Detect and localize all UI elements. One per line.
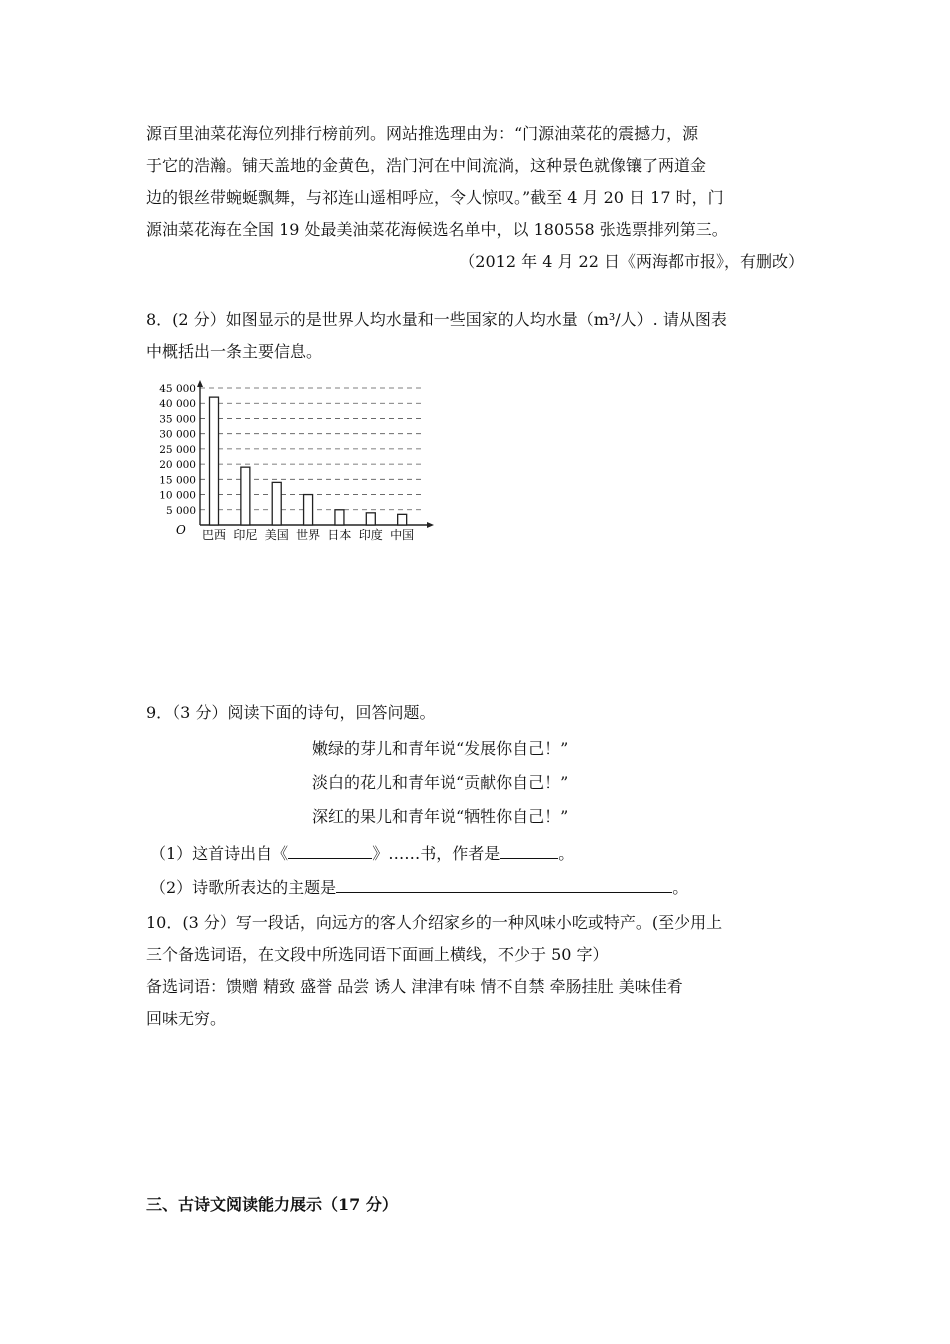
x-tick-label: 日本 — [327, 528, 352, 542]
bar — [335, 510, 344, 525]
origin-label: O — [176, 523, 186, 537]
y-axis-arrow — [197, 380, 203, 387]
y-tick-label: 20 000 — [159, 459, 196, 472]
sub1-text-a: （1）这首诗出自《 — [150, 844, 289, 863]
sub2-text-a: （2）诗歌所表达的主题是 — [150, 878, 337, 897]
y-tick-label: 25 000 — [159, 443, 196, 456]
chart-grid — [200, 388, 424, 510]
poem-line: 深红的果儿和青年说“牺牲你自己！” — [312, 807, 569, 826]
bar-series — [210, 397, 407, 525]
question-10-line: 备选词语：馈赠 精致 盛誉 品尝 诱人 津津有味 情不自禁 牵肠挂肚 美味佳肴 — [146, 977, 683, 996]
bar — [304, 495, 313, 525]
book-title-blank[interactable] — [288, 842, 372, 859]
x-tick-label: 世界 — [296, 528, 321, 542]
y-tick-label: 40 000 — [159, 398, 196, 411]
question-10-line: 回味无穷。 — [146, 1009, 227, 1028]
y-tick-label: 30 000 — [159, 428, 196, 441]
bar — [366, 513, 375, 525]
poem-line: 嫩绿的芽儿和青年说“发展你自己！” — [312, 739, 569, 758]
section-3-title: 三、古诗文阅读能力展示（17 分） — [146, 1195, 398, 1214]
bar — [241, 467, 250, 525]
x-axis-arrow — [427, 522, 434, 528]
y-tick-label: 10 000 — [159, 489, 196, 502]
y-tick-label: 45 000 — [159, 383, 196, 395]
question-9-sub-1 — [150, 842, 574, 865]
water-per-capita-chart — [146, 380, 436, 542]
question-8-line: 8．(2 分）如图显示的是世界人均水量和一些国家的人均水量（m³/人）. 请从图表 — [146, 310, 727, 329]
bar — [210, 397, 219, 525]
y-tick-labels — [159, 383, 196, 517]
bar — [272, 482, 281, 525]
sub1-text-b: 》……书，作者是 — [372, 844, 501, 863]
y-tick-label: 15 000 — [159, 474, 196, 487]
passage-line: 源油菜花海在全国 19 处最美油菜花海候选名单中，以 180558 张选票排列第三。 — [146, 220, 728, 239]
passage — [146, 118, 806, 278]
y-tick-label: 35 000 — [159, 413, 196, 426]
question-9-title: 9．（3 分）阅读下面的诗句，回答问题。 — [146, 703, 436, 722]
passage-line: 源百里油菜花海位列排行榜前列。网站推选理由为：“门源油菜花的震撼力，源 — [146, 124, 699, 143]
question-8 — [146, 304, 806, 368]
bar — [398, 514, 407, 525]
x-tick-label: 中国 — [390, 528, 415, 542]
author-blank[interactable] — [500, 842, 558, 859]
theme-blank[interactable] — [336, 876, 672, 893]
x-tick-labels — [202, 527, 414, 542]
x-tick-label: 巴西 — [201, 528, 227, 542]
question-10-line: 10．(3 分）写一段话，向远方的客人介绍家乡的一种风味小吃或特产。(至少用上 — [146, 913, 723, 932]
x-tick-label: 印尼 — [233, 528, 258, 542]
x-tick-label: 美国 — [264, 528, 289, 542]
sub1-text-c: 。 — [558, 844, 575, 863]
poem-line: 淡白的花儿和青年说“贡献你自己！” — [312, 773, 569, 792]
sub2-text-b: 。 — [672, 878, 689, 897]
question-9-sub-2 — [150, 876, 688, 899]
question-8-line: 中概括出一条主要信息。 — [146, 342, 323, 361]
x-tick-label: 印度 — [358, 528, 383, 542]
question-10 — [146, 907, 806, 1035]
y-tick-label: 5 000 — [165, 504, 196, 517]
passage-line: 边的银丝带蜿蜒飘舞，与祁连山遥相呼应，令人惊叹。”截至 4 月 20 日 17 时，门 — [146, 188, 724, 207]
question-10-line: 三个备选词语，在文段中所选同语下面画上横线，不少于 50 字） — [146, 945, 609, 964]
passage-line: 于它的浩瀚。铺天盖地的金黄色，浩门河在中间流淌，这种景色就像镶了两道金 — [146, 156, 707, 175]
passage-source: （2012 年 4 月 22 日《两海都市报》，有删改） — [459, 252, 804, 271]
